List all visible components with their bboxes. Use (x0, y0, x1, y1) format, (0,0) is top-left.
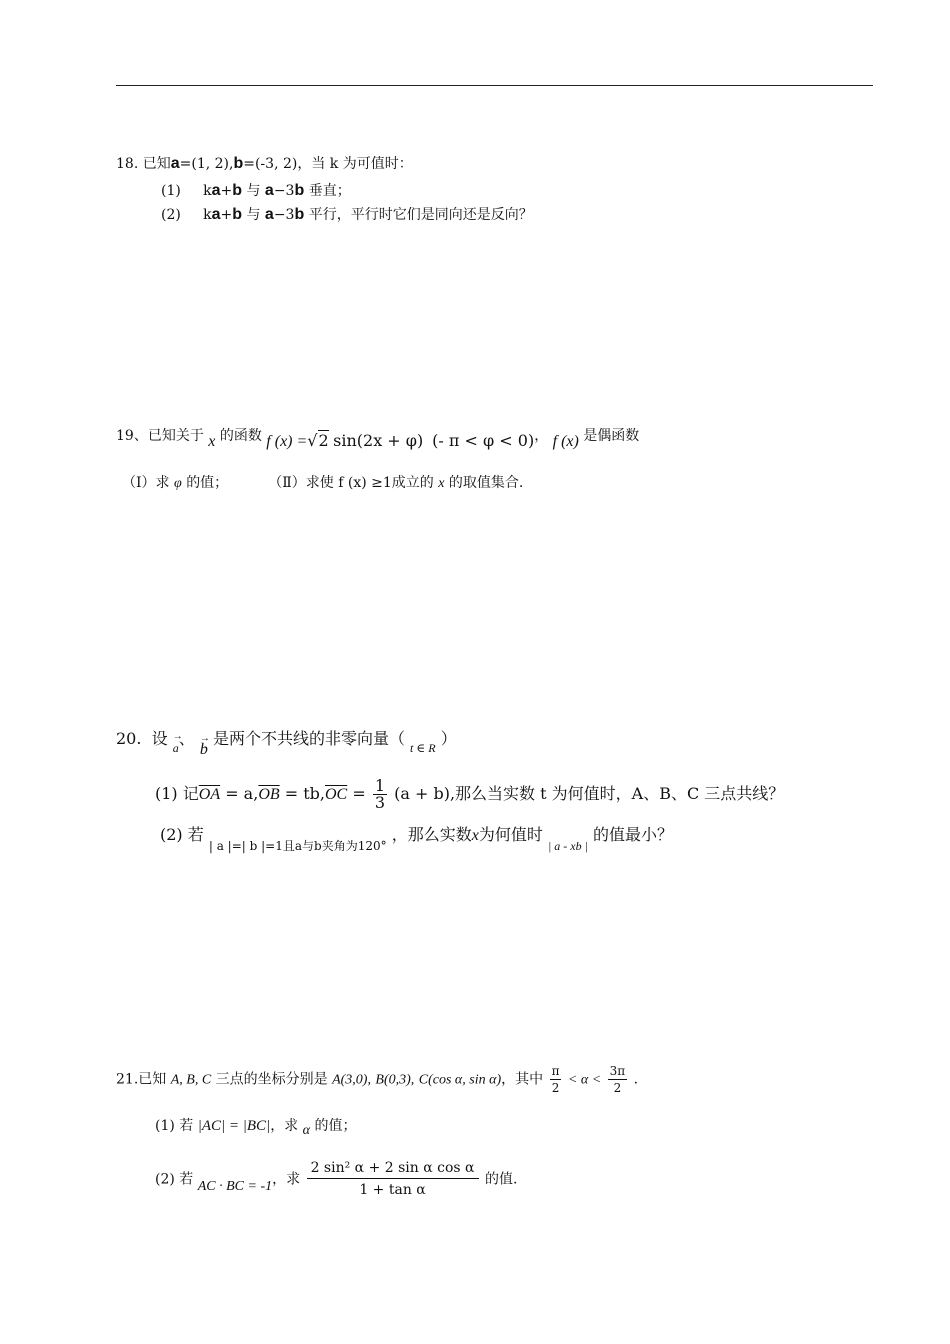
q20-part1: (1) 记$\overline{OA} = a,\overline{OB} = tb,\overline{OC}$ = $\frac{1}{3}$ (a + b),那么当实数 t 为何值时，A、B、C 三点共线？ (155, 776, 785, 812)
q18-part1: (1) ka+b 与 a−3b 垂直； (161, 182, 351, 199)
q20-part2: (2) 若 $_{| a |=| b |=1且a与b夹角为120^\circ}$ ，那么实数x为何值时 $_{| a - xb |}$ 的值最小？ (160, 825, 673, 853)
q18-stem: 18. 已知a=(1, 2),b=(-3, 2)，当 k 为可值时： (116, 155, 413, 172)
q21-stem: 21.已知 A, B, C 三点的坐标分别是 A(3,0), B(0,3), C(cos α, sin α)，其中 $\frac{\pi}{2}$ < α < $\frac{3\pi}{2}$ . (116, 1064, 639, 1095)
q20-stem: 20. 设 → a、 → b 是两个不共线的非零向量（ $_{t \in R}$ ） (116, 726, 457, 753)
q18-part2: (2) ka+b 与 a−3b 平行，平行时它们是同向还是反向？ (161, 206, 533, 223)
header-rule (116, 85, 873, 86)
q19-parts: （Ⅰ）求 φ 的值； （Ⅱ）求使 f (x) ≥1成立的 x 的取值集合. (122, 475, 524, 491)
q19-stem: 19、已知关于 x 的函数 f (x) =√2 sin(2x + φ) (- π < φ < 0)， f (x) 是偶函数 (116, 428, 640, 450)
q21-part1: (1) 若 |AC| = |BC|，求 α 的值； (155, 1118, 357, 1138)
q21-part2: (2) 若 AC · BC = -1，求 $\frac{\text{2 sin² α + 2 sin α cos α}}{\text{1 + tan α}}$ 的值. (155, 1160, 518, 1198)
